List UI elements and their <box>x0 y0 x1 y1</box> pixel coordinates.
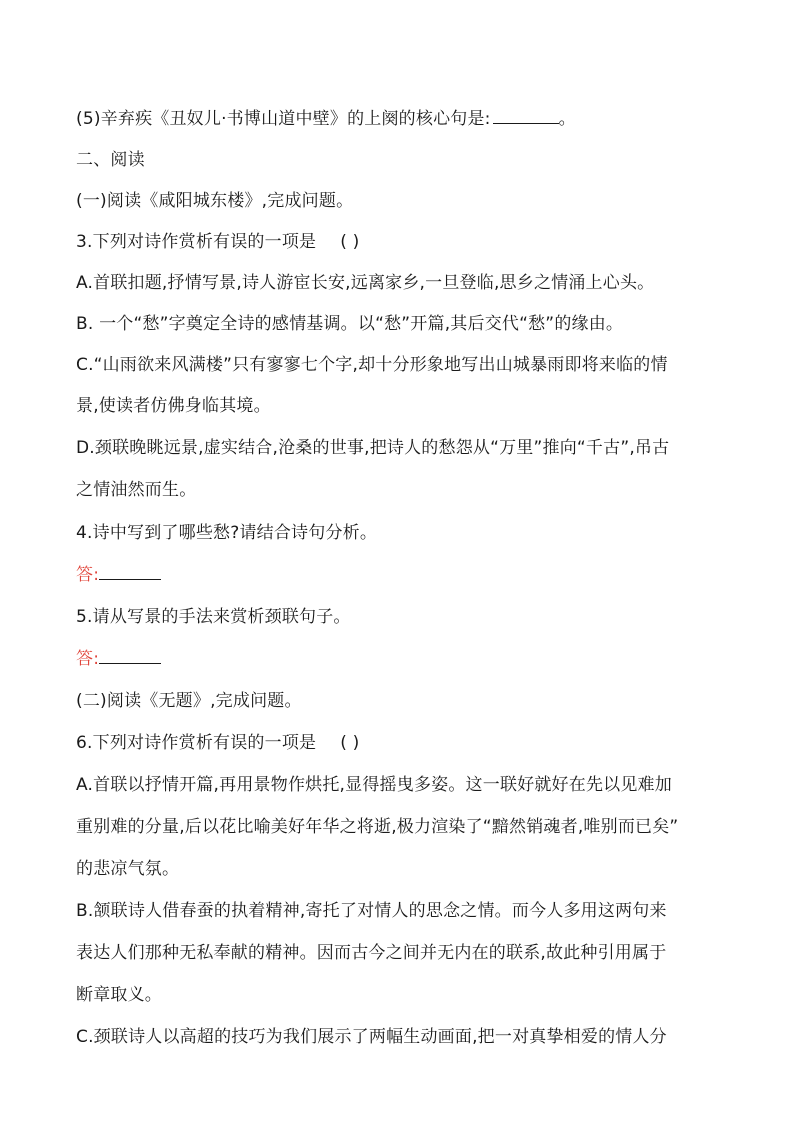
option-a-line-3: 的悲凉气氛。 <box>76 859 180 879</box>
question-6-text: 6.下列对诗作赏析有误的一项是 <box>76 733 317 753</box>
question-4: 4.诗中写到了哪些愁?请结合诗句分析。 <box>76 523 378 543</box>
answer-line-4 <box>76 564 161 586</box>
subsection-heading-2: (二)阅读《无题》,完成问题。 <box>76 691 302 711</box>
option-a-line-1: A.首联以抒情开篇,再用景物作烘托,显得摇曳多姿。这一联好就好在先以见难加 <box>76 775 672 795</box>
option-b-line-1: B.颔联诗人借春蚕的执着精神,寄托了对情人的思念之情。而今人多用这两句来 <box>76 901 667 921</box>
answer-line-5 <box>76 648 161 670</box>
question-6 <box>76 732 360 754</box>
option-b: B. 一个“愁”字奠定全诗的感情基调。以“愁”开篇,其后交代“愁”的缘由。 <box>76 314 624 334</box>
option-c-line-1: C.“山雨欲来风满楼”只有寥寥七个字,却十分形象地写出山城暴雨即将来临的情 <box>76 355 668 375</box>
question-5-end: 。 <box>558 109 576 129</box>
question-3 <box>76 231 360 253</box>
option-b-line-2: 表达人们那种无私奉献的精神。因而古今之间并无内在的联系,故此种引用属于 <box>76 943 667 963</box>
question-3-text: 3.下列对诗作赏析有误的一项是 <box>76 232 317 252</box>
answer-label: 答: <box>76 649 100 669</box>
answer-label: 答: <box>76 565 100 585</box>
answer-blank <box>493 109 559 124</box>
question-5-text: (5)辛弃疾《丑奴儿·书博山道中壁》的上阕的核心句是: <box>76 109 491 129</box>
section-heading-reading: 二、阅读 <box>76 150 145 170</box>
answer-blank <box>99 649 161 664</box>
question-5-fill-blank <box>76 108 576 130</box>
subsection-heading-1: (一)阅读《咸阳城东楼》,完成问题。 <box>76 191 354 211</box>
option-c-line-1-q6: C.颈联诗人以高超的技巧为我们展示了两幅生动画面,把一对真挚相爱的情人分 <box>76 1027 667 1047</box>
answer-parentheses: ( ) <box>340 733 360 753</box>
answer-blank <box>99 565 161 580</box>
question-5: 5.请从写景的手法来赏析颈联句子。 <box>76 607 351 627</box>
answer-parentheses: ( ) <box>340 232 360 252</box>
option-a: A.首联扣题,抒情写景,诗人游宦长安,远离家乡,一旦登临,思乡之情涌上心头。 <box>76 273 655 293</box>
option-d-line-1: D.颈联晚眺远景,虚实结合,沧桑的世事,把诗人的愁怨从“万里”推向“千古”,吊古 <box>76 438 670 458</box>
option-d-line-2: 之情油然而生。 <box>76 480 197 500</box>
option-b-line-3: 断章取义。 <box>76 985 162 1005</box>
option-c-line-2: 景,使读者仿佛身临其境。 <box>76 396 271 416</box>
option-a-line-2: 重别难的分量,后以花比喻美好年华之将逝,极力渲染了“黯然销魂者,唯别而已矣” <box>76 817 679 837</box>
